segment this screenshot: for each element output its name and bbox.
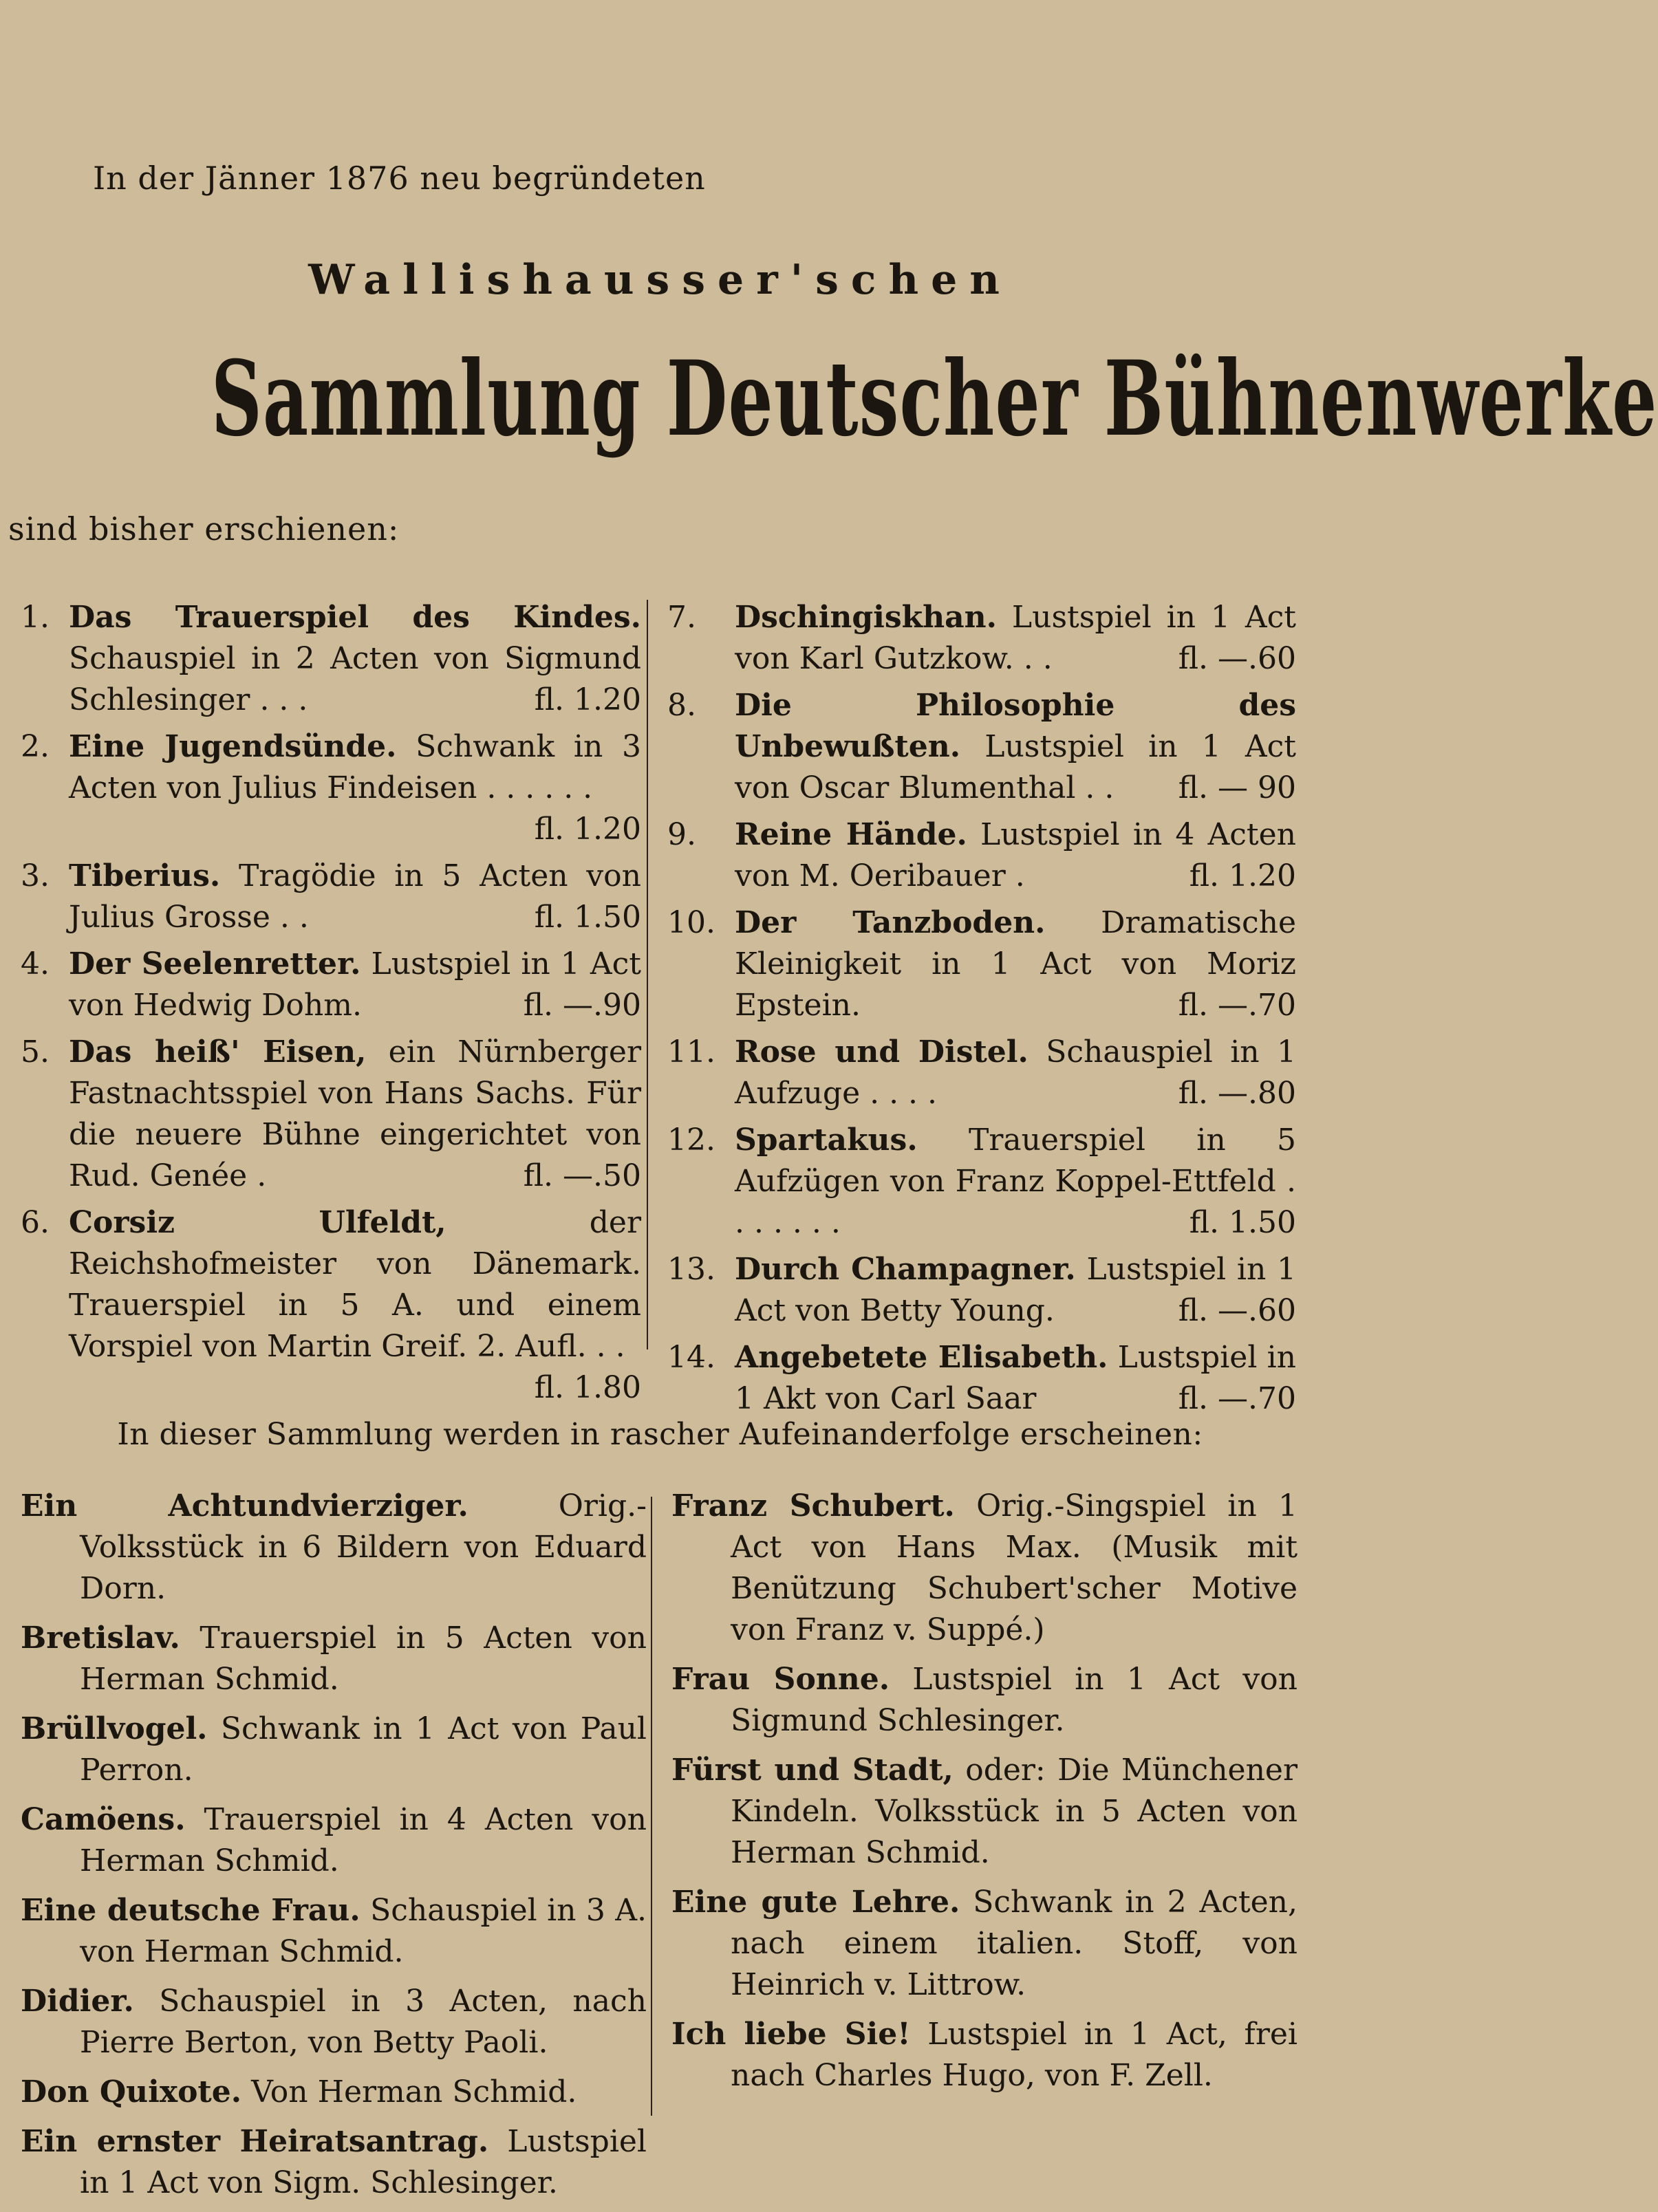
- item-title: Eine deutsche Frau.: [21, 1893, 360, 1928]
- item-description: Trauerspiel in 4 Acten von Herman Schmid.: [80, 1802, 647, 1878]
- list-item: [667, 1337, 1296, 1420]
- item-title: Der Seelenretter.: [69, 946, 361, 982]
- item-description: Schauspiel in 3 Acten, nach Pierre Berton, von Betty Paoli.: [80, 1984, 647, 2060]
- intro-line: In der Jänner 1876 neu begründeten: [93, 160, 706, 197]
- list-item: [21, 1618, 647, 1700]
- item-price: fl. —.70: [1178, 988, 1296, 1023]
- item-title: Dschingiskhan.: [735, 600, 997, 635]
- item-title: Rose und Distel.: [735, 1034, 1029, 1070]
- item-description: Orig.-Volksstück in 6 Bildern von Eduard Dorn.: [80, 1488, 647, 1606]
- item-description: Schauspiel in 3 A. von Herman Schmid.: [80, 1893, 647, 1969]
- list-item: [671, 1659, 1298, 1742]
- collection-title: Sammlung Deutscher Bühnenwerke: [211, 338, 1658, 459]
- list-item: [21, 597, 641, 721]
- list-item: [671, 1486, 1298, 1651]
- item-title: Ein Achtundvierziger.: [21, 1488, 469, 1524]
- item-price: fl. — 90: [1178, 770, 1296, 805]
- item-number: 10.: [667, 905, 715, 940]
- upcoming-list-right: [671, 1486, 1298, 2105]
- item-price: fl. 1.20: [1189, 858, 1296, 893]
- list-item: [21, 1799, 647, 1882]
- list-item: [667, 685, 1296, 809]
- item-title: Franz Schubert.: [671, 1488, 955, 1524]
- list-item: [667, 597, 1296, 680]
- item-title: Die Philosophie des Unbewußten.: [735, 688, 1296, 764]
- item-title: Angebetete Elisabeth.: [735, 1340, 1108, 1375]
- publisher-name: Wallishausser'schen: [308, 256, 1012, 304]
- item-description: Trauerspiel in 5 Aufzügen von Franz Koppel-Ettfeld . . . . . . .: [735, 1123, 1296, 1240]
- list-item: [21, 856, 641, 938]
- item-price: fl. 1.50: [1189, 1205, 1296, 1240]
- item-title: Corsiz Ulfeldt,: [69, 1205, 446, 1240]
- upcoming-label: In dieser Sammlung werden in rascher Aufeinanderfolge erscheinen:: [117, 1417, 1203, 1452]
- item-price: fl. 1.20: [534, 812, 641, 847]
- item-description: Lustspiel in 1 Act, frei nach Charles Hugo, von F. Zell.: [731, 2017, 1298, 2093]
- item-number: 4.: [21, 946, 50, 982]
- list-item: [21, 726, 641, 850]
- item-title: Durch Champagner.: [735, 1252, 1076, 1287]
- item-price: fl. —.60: [1178, 1293, 1296, 1328]
- item-title: Camöens.: [21, 1802, 186, 1837]
- list-item: [21, 1202, 641, 1409]
- list-item: [667, 1120, 1296, 1244]
- item-title: Eine Jugendsünde.: [69, 729, 397, 764]
- list-item: [21, 1032, 641, 1197]
- item-description: Lustspiel in 1 Act von Betty Young.: [735, 1252, 1296, 1328]
- item-description: Schauspiel in 1 Aufzuge . . . .: [735, 1034, 1296, 1111]
- list-item: [671, 1882, 1298, 2006]
- item-number: 5.: [21, 1034, 50, 1070]
- list-item: [671, 1750, 1298, 1874]
- item-number: 11.: [667, 1034, 715, 1070]
- item-price: fl. —.60: [1178, 641, 1296, 676]
- item-title: Bretislav.: [21, 1620, 180, 1656]
- list-item: [667, 1249, 1296, 1332]
- list-item: [21, 1981, 647, 2063]
- list-item: [21, 944, 641, 1026]
- published-list-left: [21, 597, 641, 1414]
- item-price: fl. 1.20: [534, 682, 641, 717]
- item-title: Didier.: [21, 1984, 134, 2019]
- item-title: Don Quixote.: [21, 2074, 242, 2110]
- item-description: Lustspiel in 4 Acten von M. Oeribauer .: [735, 817, 1296, 893]
- list-item: [21, 1890, 647, 1973]
- list-item: [21, 2121, 647, 2204]
- item-description: Lustspiel in 1 Act von Oscar Blumenthal . .: [735, 729, 1296, 805]
- item-price: fl. —.90: [523, 988, 641, 1023]
- item-description: der Reichshofmeister von Dänemark. Trauerspiel in 5 A. und einem Vorspiel von Martin Greif. 2. Aufl. . .: [69, 1205, 641, 1364]
- item-description: Dramatische Kleinigkeit in 1 Act von Moriz Epstein.: [735, 905, 1296, 1023]
- item-price: fl. —.80: [1178, 1076, 1296, 1111]
- item-description: Schwank in 1 Act von Paul Perron.: [80, 1711, 647, 1788]
- item-title: Brüllvogel.: [21, 1711, 208, 1746]
- column-divider: [651, 1497, 652, 2116]
- item-description: oder: Die Münchener Kindeln. Volksstück in 5 Acten von Herman Schmid.: [731, 1753, 1298, 1870]
- item-number: 3.: [21, 858, 50, 893]
- item-title: Eine gute Lehre.: [671, 1885, 960, 1920]
- item-title: Tiberius.: [69, 858, 221, 893]
- item-title: Frau Sonne.: [671, 1662, 890, 1697]
- item-description: Orig.-Singspiel in 1 Act von Hans Max. (Musik mit Benützung Schubert'scher Motive von Franz v. Suppé.): [731, 1488, 1298, 1647]
- item-number: 14.: [667, 1340, 715, 1375]
- item-price: fl. 1.80: [534, 1370, 641, 1405]
- item-number: 8.: [667, 688, 696, 723]
- item-number: 1.: [21, 600, 50, 635]
- item-description: Schwank in 2 Acten, nach einem italien. Stoff, von Heinrich v. Littrow.: [731, 1885, 1298, 2002]
- item-title: Der Tanzboden.: [735, 905, 1046, 940]
- upcoming-list-left: [21, 1486, 647, 2212]
- item-title: Fürst und Stadt,: [671, 1753, 954, 1788]
- item-description: Tragödie in 5 Acten von Julius Grosse . .: [69, 858, 641, 935]
- list-item: [21, 1486, 647, 1609]
- item-price: fl. —.70: [1178, 1381, 1296, 1416]
- item-title: Spartakus.: [735, 1123, 918, 1158]
- item-title: Das heiß' Eisen,: [69, 1034, 367, 1070]
- item-description: Lustspiel in 1 Act von Sigmund Schlesinger.: [731, 1662, 1298, 1738]
- list-item: [671, 2014, 1298, 2096]
- item-description: Lustspiel in 1 Akt von Carl Saar: [735, 1340, 1296, 1416]
- item-description: Lustspiel in 1 Act von Hedwig Dohm.: [69, 946, 641, 1023]
- list-item: [667, 902, 1296, 1026]
- list-item: [667, 1032, 1296, 1114]
- item-description: ein Nürnberger Fastnachtsspiel von Hans Sachs. Für die neuere Bühne eingerichtet von Rud. Genée .: [69, 1034, 641, 1193]
- list-item: [667, 814, 1296, 897]
- item-price: fl. —.50: [523, 1158, 641, 1193]
- item-number: 9.: [667, 817, 696, 852]
- item-number: 12.: [667, 1123, 715, 1158]
- list-item: [21, 2072, 647, 2113]
- item-number: 7.: [667, 600, 696, 635]
- published-label: sind bisher erschienen:: [8, 510, 400, 547]
- item-description: Lustspiel in 1 Act von Karl Gutzkow. . .: [735, 600, 1296, 676]
- item-price: fl. 1.50: [534, 900, 641, 935]
- item-title: Reine Hände.: [735, 817, 967, 852]
- item-description: Schauspiel in 2 Acten von Sigmund Schlesinger . . .: [69, 641, 641, 717]
- column-divider: [647, 600, 648, 1349]
- item-title: Das Trauerspiel des Kindes.: [69, 600, 641, 635]
- item-title: Ich liebe Sie!: [671, 2017, 911, 2052]
- published-list-right: [667, 597, 1296, 1425]
- item-description: Trauerspiel in 5 Acten von Herman Schmid.: [80, 1620, 647, 1697]
- item-description: Schwank in 3 Acten von Julius Findeisen . . . . . .: [69, 729, 641, 805]
- item-description: Von Herman Schmid.: [251, 2074, 577, 2110]
- item-number: 6.: [21, 1205, 50, 1240]
- list-item: [21, 1709, 647, 1791]
- item-description: Lustspiel in 1 Act von Sigm. Schlesinger.: [80, 2124, 647, 2200]
- item-number: 2.: [21, 729, 50, 764]
- item-title: Ein ernster Heiratsantrag.: [21, 2124, 489, 2159]
- item-number: 13.: [667, 1252, 715, 1287]
